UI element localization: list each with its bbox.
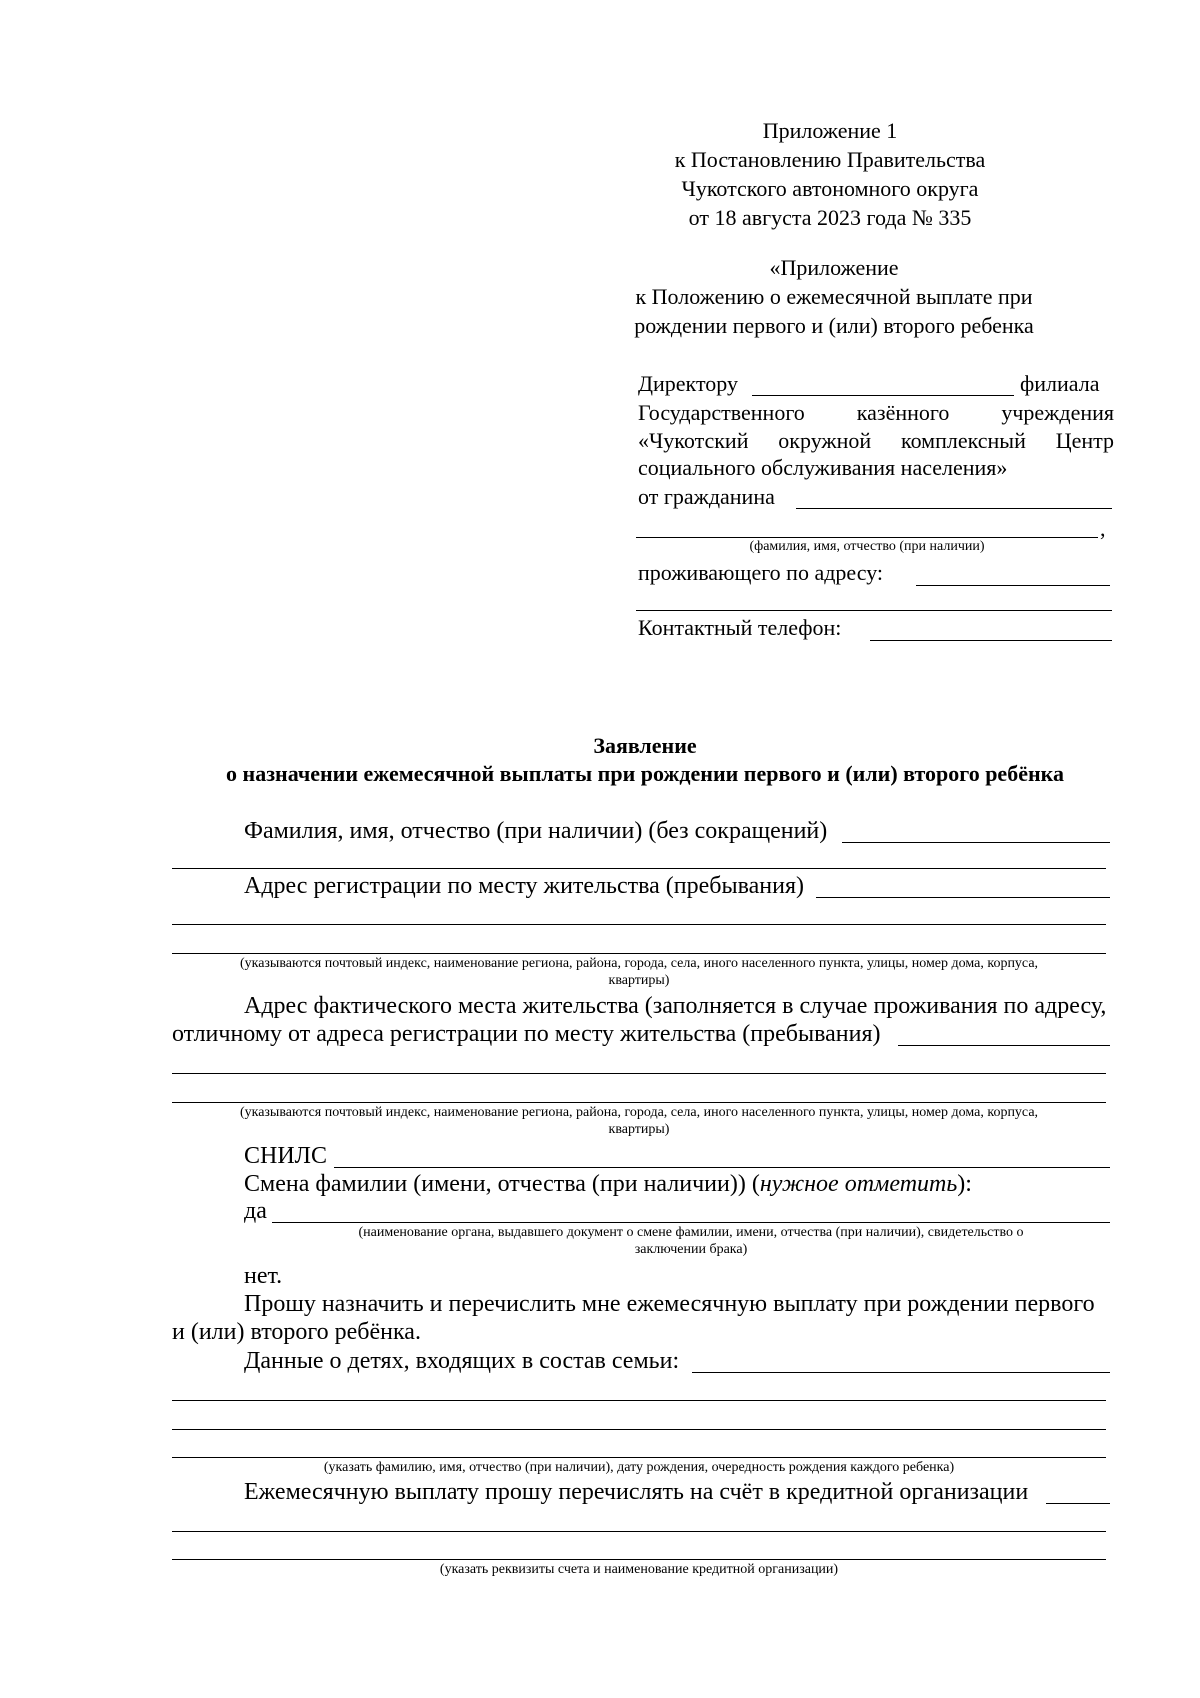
name-change-note: нужное отметить bbox=[759, 1171, 958, 1197]
sub-appendix-header bbox=[604, 253, 1064, 340]
children-hint: (указать фамилию, имя, отчество (при наличии), дату рождения, очередность рождения каждого ребенка) bbox=[323, 1460, 955, 1475]
reg-address-hint-2: квартиры) bbox=[608, 973, 670, 988]
account-field-3[interactable] bbox=[172, 1559, 1106, 1560]
yes-hint-1: (наименование органа, выдавшего документ о смене фамилии, имени, отчества (при наличии), свидетельство о bbox=[358, 1225, 1024, 1240]
appendix-line-2: к Постановлению Правительства bbox=[674, 147, 986, 172]
fact-address-field-3[interactable] bbox=[172, 1102, 1106, 1103]
yes-option[interactable]: да bbox=[244, 1198, 267, 1224]
appendix-line-4: от 18 августа 2023 года № 335 bbox=[688, 205, 972, 230]
fio-hint: (фамилия, имя, отчество (при наличии) bbox=[749, 539, 985, 554]
fact-address-hint-2: квартиры) bbox=[608, 1122, 670, 1137]
residing-label: проживающего по адресу: bbox=[638, 560, 884, 585]
fact-address-field-2[interactable] bbox=[172, 1073, 1106, 1074]
yes-details-field[interactable] bbox=[272, 1222, 1110, 1223]
request-line-1: Прошу назначить и перечислить мне ежемесячную выплату при рождении первого bbox=[244, 1291, 1095, 1317]
snils-field[interactable] bbox=[334, 1167, 1110, 1168]
appendix-header bbox=[600, 116, 1060, 232]
name-change-prefix: Смена фамилии (имени, отчества (при наличии)) ( bbox=[244, 1171, 760, 1197]
addressee-line-4: социального обслуживания населения» bbox=[638, 455, 1008, 480]
comma: , bbox=[1100, 516, 1106, 541]
residence-field-2[interactable] bbox=[636, 610, 1112, 611]
fact-address-hint-1: (указываются почтовый индекс, наименование региона, района, города, села, иного населенного пункта, улицы, номер дома, корпуса, bbox=[239, 1105, 1039, 1120]
children-field-1[interactable] bbox=[692, 1372, 1110, 1373]
account-label: Ежемесячную выплату прошу перечислять на счёт в кредитной организации bbox=[244, 1479, 1029, 1505]
name-change-suffix: ): bbox=[957, 1171, 972, 1197]
addressee-line-3: «Чукотский окружной комплексный Центр bbox=[638, 428, 1114, 453]
phone-field[interactable] bbox=[870, 640, 1112, 641]
name-change-label bbox=[244, 1170, 972, 1198]
reg-address-field-2[interactable] bbox=[172, 924, 1106, 925]
reg-address-field-3[interactable] bbox=[172, 953, 1106, 954]
fio-field-2[interactable] bbox=[172, 868, 1106, 869]
fact-address-label-2: отличному от адреса регистрации по месту жительства (пребывания) bbox=[172, 1021, 881, 1047]
fact-address-label-1: Адрес фактического места жительства (заполняется в случае проживания по адресу, bbox=[244, 993, 1107, 1019]
document-subtitle: о назначении ежемесячной выплаты при рождении первого и (или) второго ребёнка bbox=[226, 761, 1064, 786]
account-field-2[interactable] bbox=[172, 1531, 1106, 1532]
sub-appendix-line-2: к Положению о ежемесячной выплате при bbox=[635, 284, 1033, 309]
addressee-director: Директору bbox=[638, 371, 738, 396]
children-field-2[interactable] bbox=[172, 1400, 1106, 1401]
reg-address-field-1[interactable] bbox=[816, 897, 1110, 898]
residence-field-1[interactable] bbox=[916, 585, 1110, 586]
fact-address-field-1[interactable] bbox=[898, 1045, 1110, 1046]
account-field-1[interactable] bbox=[1046, 1503, 1110, 1504]
request-line-2: и (или) второго ребёнка. bbox=[172, 1319, 421, 1345]
children-label: Данные о детях, входящих в состав семьи: bbox=[244, 1348, 680, 1374]
addressee-line-2: Государственного казённого учреждения bbox=[638, 400, 1114, 425]
snils-label: СНИЛС bbox=[244, 1143, 327, 1169]
yes-hint-2: заключении брака) bbox=[634, 1242, 748, 1257]
reg-address-hint-1: (указываются почтовый индекс, наименование региона, района, города, села, иного населенного пункта, улицы, номер дома, корпуса, bbox=[239, 956, 1039, 971]
sub-appendix-line-3: рождении первого и (или) второго ребенка bbox=[634, 313, 1034, 338]
no-option[interactable]: нет. bbox=[244, 1263, 283, 1289]
children-field-4[interactable] bbox=[172, 1457, 1106, 1458]
sub-appendix-line-1: «Приложение bbox=[769, 255, 899, 280]
reg-address-label: Адрес регистрации по месту жительства (пребывания) bbox=[244, 873, 805, 899]
citizen-name-field-1[interactable] bbox=[796, 508, 1112, 509]
appendix-line-1: Приложение 1 bbox=[762, 118, 898, 143]
document-title: Заявление bbox=[593, 733, 697, 758]
fio-label: Фамилия, имя, отчество (при наличии) (без сокращений) bbox=[244, 818, 828, 844]
account-hint: (указать реквизиты счета и наименование кредитной организации) bbox=[439, 1562, 839, 1577]
phone-label: Контактный телефон: bbox=[638, 615, 842, 640]
from-citizen-label: от гражданина bbox=[638, 484, 775, 509]
branch-name-field[interactable] bbox=[752, 395, 1014, 396]
children-field-3[interactable] bbox=[172, 1429, 1106, 1430]
addressee-branch: филиала bbox=[1020, 371, 1100, 396]
appendix-line-3: Чукотского автономного округа bbox=[681, 176, 979, 201]
fio-field-1[interactable] bbox=[842, 842, 1110, 843]
